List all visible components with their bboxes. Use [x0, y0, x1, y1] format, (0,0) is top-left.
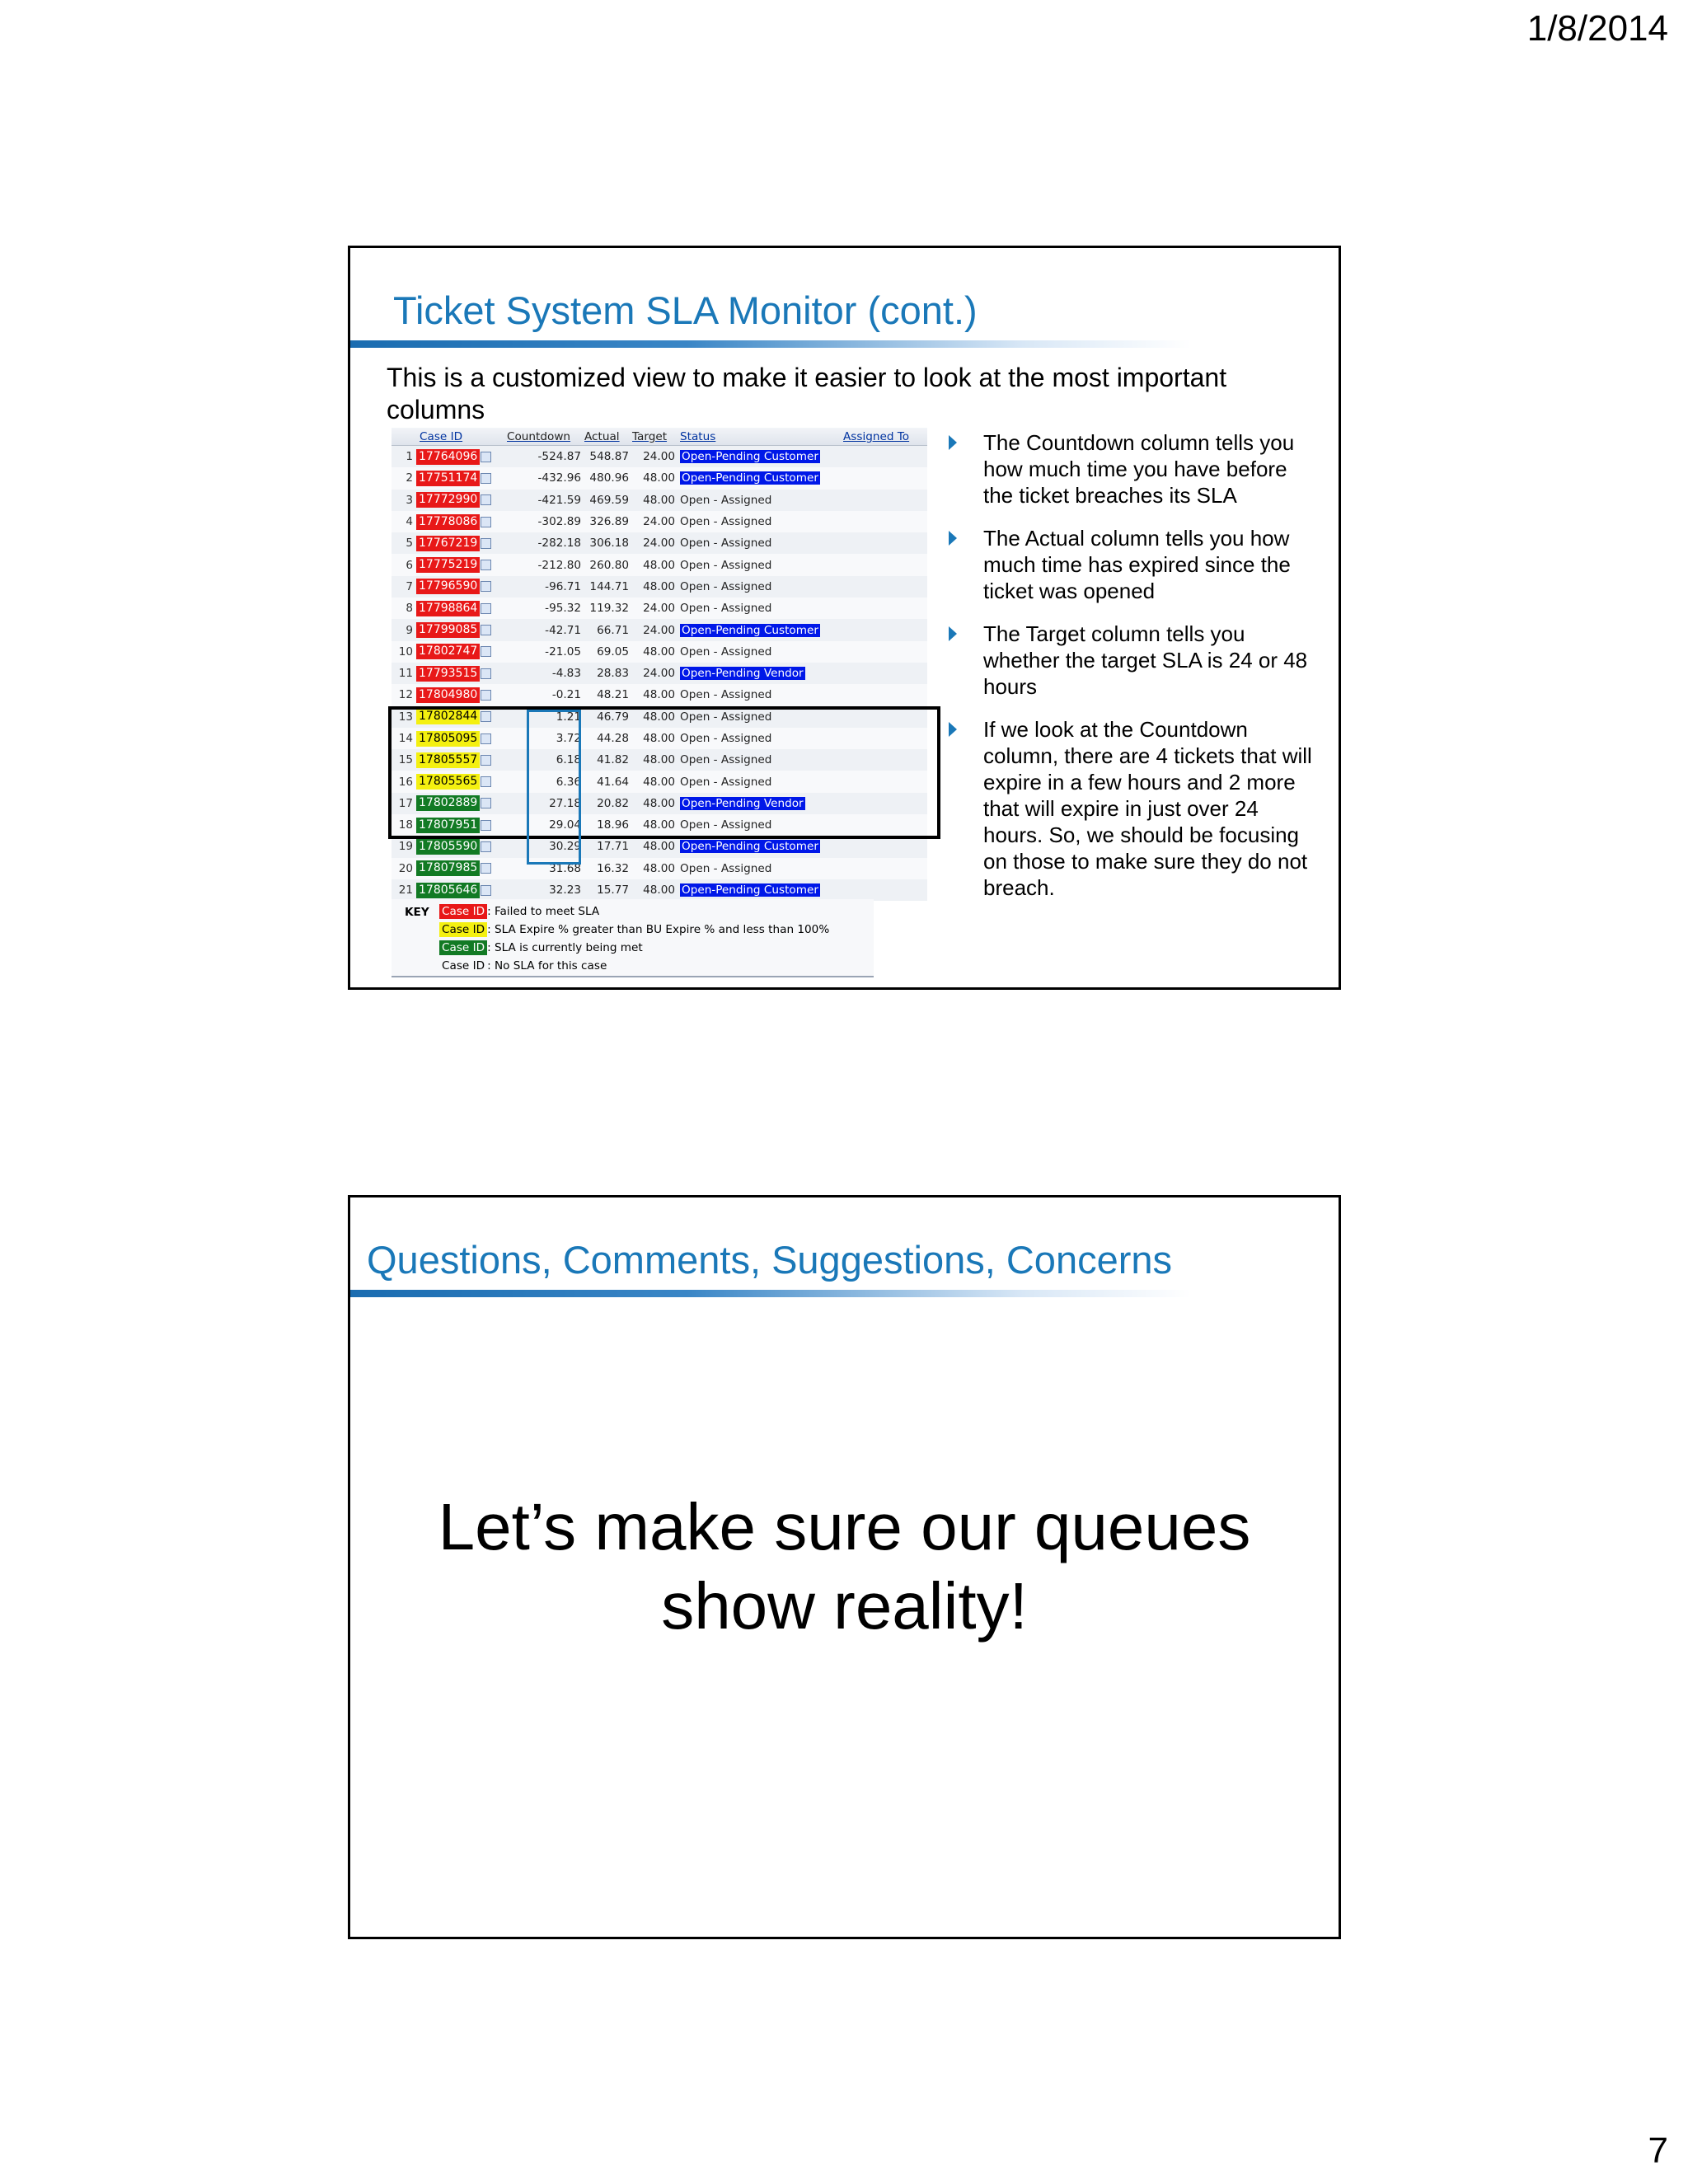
- status-cell: [678, 840, 843, 853]
- target-cell: 48.00: [643, 796, 675, 810]
- closing-message: [350, 1488, 1339, 1646]
- status-text: Open - Assigned: [680, 493, 772, 507]
- case-id-cell[interactable]: [416, 492, 507, 508]
- row-number: 3: [406, 493, 413, 507]
- actual-cell: 48.21: [597, 688, 629, 702]
- case-details-icon[interactable]: [481, 603, 491, 614]
- row-number: 5: [406, 537, 413, 551]
- row-number: 8: [406, 602, 413, 616]
- slide-sla-monitor: [348, 246, 1341, 990]
- case-id-cell[interactable]: [416, 449, 507, 465]
- actual-cell: 144.71: [589, 579, 629, 593]
- row-number: 15: [398, 753, 413, 767]
- status-text: Open - Assigned: [680, 775, 772, 789]
- case-id-link[interactable]: 17767219: [416, 536, 480, 551]
- table-row[interactable]: [392, 467, 927, 489]
- status-cell: [678, 559, 843, 572]
- target-cell: 48.00: [643, 775, 675, 789]
- key-label: KEY: [405, 906, 429, 919]
- case-id-link[interactable]: 17793515: [416, 666, 480, 682]
- table-row[interactable]: [392, 836, 927, 857]
- row-number: 12: [398, 688, 413, 702]
- row-number: 7: [406, 579, 413, 593]
- row-number: 18: [398, 818, 413, 832]
- table-row[interactable]: [392, 858, 927, 879]
- title-underline: [350, 1290, 1191, 1297]
- target-cell: 24.00: [643, 450, 675, 464]
- target-cell: 24.00: [643, 667, 675, 681]
- table-row[interactable]: [392, 641, 927, 663]
- row-number: 20: [398, 861, 413, 875]
- row-number: 2: [406, 471, 413, 485]
- table-row[interactable]: [392, 511, 927, 532]
- countdown-cell: -524.87: [537, 450, 581, 464]
- target-cell: 48.00: [643, 558, 675, 572]
- status-text: Open - Assigned: [680, 753, 772, 767]
- status-text: Open-Pending Customer: [682, 883, 818, 898]
- case-id-cell[interactable]: [416, 514, 507, 530]
- case-id-link[interactable]: 17764096: [416, 449, 480, 465]
- key-item: [439, 958, 607, 973]
- actual-cell: 480.96: [589, 471, 629, 485]
- case-id-link[interactable]: 17778086: [416, 514, 480, 530]
- countdown-cell: -302.89: [537, 515, 581, 529]
- case-id-link[interactable]: 17775219: [416, 557, 480, 573]
- actual-cell: 548.87: [589, 450, 629, 464]
- actual-cell: 44.28: [597, 732, 629, 745]
- key-description: : SLA is currently being met: [487, 941, 643, 954]
- header-actual[interactable]: Actual: [584, 429, 620, 443]
- target-cell: 48.00: [643, 688, 675, 702]
- target-cell: 48.00: [643, 883, 675, 898]
- key-item: [439, 904, 599, 919]
- case-id-cell[interactable]: [416, 687, 507, 703]
- countdown-cell: -21.05: [545, 644, 581, 658]
- status-cell: [678, 688, 843, 701]
- key-description: : SLA Expire % greater than BU Expire % and less than 100%: [487, 923, 830, 936]
- case-id-cell[interactable]: [416, 579, 507, 594]
- status-cell: [678, 602, 843, 615]
- countdown-cell: -42.71: [545, 623, 581, 637]
- table-row[interactable]: [392, 446, 927, 467]
- slide-title: Questions, Comments, Suggestions, Concerns: [367, 1238, 1173, 1282]
- header-target[interactable]: Target: [632, 429, 668, 443]
- target-cell: 48.00: [643, 732, 675, 745]
- page-date: 1/8/2014: [1526, 8, 1668, 49]
- status-text: Open-Pending Vendor: [682, 667, 804, 681]
- countdown-cell: -282.18: [537, 537, 581, 551]
- countdown-cell: 29.04: [549, 818, 581, 832]
- actual-cell: 326.89: [589, 515, 629, 529]
- case-id-cell[interactable]: [416, 644, 507, 659]
- row-number: 13: [398, 710, 413, 724]
- case-details-icon[interactable]: [481, 517, 491, 527]
- case-details-icon[interactable]: [481, 494, 491, 505]
- case-id-cell[interactable]: [416, 883, 507, 898]
- actual-cell: 15.77: [597, 883, 629, 898]
- countdown-cell: -4.83: [551, 667, 581, 681]
- bullet-target: The Target column tells you whether the target SLA is 24 or 48 hours: [942, 621, 1321, 700]
- target-cell: 48.00: [643, 471, 675, 485]
- status-text: Open - Assigned: [680, 818, 772, 832]
- countdown-cell: -432.96: [537, 471, 581, 485]
- table-row[interactable]: [392, 576, 927, 598]
- target-cell: 48.00: [643, 644, 675, 658]
- row-number: 10: [398, 644, 413, 658]
- actual-cell: 28.83: [597, 667, 629, 681]
- target-cell: 48.00: [643, 818, 675, 832]
- target-cell: 48.00: [643, 579, 675, 593]
- key-description: : Failed to meet SLA: [487, 905, 600, 918]
- table-row[interactable]: [392, 663, 927, 684]
- row-number: 19: [398, 840, 413, 854]
- status-text: Open - Assigned: [680, 579, 772, 593]
- actual-cell: 119.32: [589, 602, 629, 616]
- actual-cell: 469.59: [589, 493, 629, 507]
- page-number: 7: [1648, 2130, 1668, 2171]
- case-id-cell[interactable]: [416, 557, 507, 573]
- countdown-cell: 1.21: [556, 710, 581, 724]
- countdown-cell: 6.18: [556, 753, 581, 767]
- bullet-actual: The Actual column tells you how much time has expired since the ticket was opened: [942, 525, 1321, 604]
- row-number: 16: [398, 775, 413, 789]
- status-text: Open - Assigned: [680, 861, 772, 875]
- closing-line-2: show reality!: [661, 1569, 1028, 1643]
- countdown-cell: -96.71: [545, 579, 581, 593]
- bullet-arrow-icon: [949, 435, 957, 450]
- countdown-cell: 30.29: [549, 840, 581, 854]
- actual-cell: 17.71: [597, 840, 629, 854]
- table-row[interactable]: [392, 619, 927, 640]
- actual-cell: 16.32: [597, 861, 629, 875]
- status-text: Open-Pending Customer: [682, 450, 818, 464]
- header-case-id[interactable]: Case ID: [420, 429, 463, 443]
- case-id-link[interactable]: 17772990: [416, 492, 480, 508]
- case-id-link[interactable]: 17796590: [416, 579, 480, 594]
- status-cell: [678, 494, 843, 507]
- target-cell: 24.00: [643, 623, 675, 637]
- case-id-cell[interactable]: [416, 839, 507, 855]
- case-id-link[interactable]: 17804980: [416, 687, 480, 703]
- actual-cell: 41.82: [597, 753, 629, 767]
- case-details-icon[interactable]: [481, 560, 491, 570]
- status-text: Open-Pending Vendor: [682, 796, 804, 810]
- status-cell: [678, 537, 843, 550]
- countdown-cell: 31.68: [549, 861, 581, 875]
- table-row[interactable]: [392, 554, 927, 575]
- countdown-cell: 3.72: [556, 732, 581, 745]
- row-number: 17: [398, 796, 413, 810]
- slide-subtitle: This is a customized view to make it easier to look at the most important columns: [387, 363, 1227, 424]
- case-details-icon[interactable]: [481, 625, 491, 635]
- actual-cell: 20.82: [597, 796, 629, 810]
- table-row[interactable]: [392, 684, 927, 705]
- actual-cell: 260.80: [589, 558, 629, 572]
- case-id-link[interactable]: 17807951: [416, 818, 480, 833]
- highlight-box-rows-13-18: [388, 706, 940, 839]
- row-number: 4: [406, 515, 413, 529]
- status-text: Open - Assigned: [680, 537, 772, 551]
- bullet-conclusion: If we look at the Countdown column, there are 4 tickets that will expire in a few hours and 2 more that will expire in just over 24 hours. So, we should be focusing on those to make sure they do not breach.: [942, 716, 1321, 901]
- slide-questions: [348, 1195, 1341, 1939]
- bullet-arrow-icon: [949, 722, 957, 737]
- status-text: Open-Pending Customer: [682, 471, 818, 485]
- header-status[interactable]: Status: [680, 429, 716, 443]
- bullet-list: [942, 429, 1321, 917]
- status-text: Open-Pending Customer: [682, 623, 818, 637]
- status-text: Open - Assigned: [680, 688, 772, 702]
- status-cell: [678, 645, 843, 658]
- row-number: 11: [398, 667, 413, 681]
- row-number: 1: [406, 450, 413, 464]
- countdown-cell: -0.21: [551, 688, 581, 702]
- countdown-cell: -212.80: [537, 558, 581, 572]
- key-item: [439, 922, 829, 937]
- actual-cell: 306.18: [589, 537, 629, 551]
- sla-key-legend: [392, 899, 874, 977]
- case-details-icon[interactable]: [481, 841, 491, 852]
- table-row[interactable]: [392, 879, 927, 901]
- case-details-icon[interactable]: [481, 690, 491, 701]
- countdown-cell: 27.18: [549, 796, 581, 810]
- key-chip: Case ID: [439, 940, 487, 955]
- status-cell: [678, 667, 843, 680]
- case-id-cell[interactable]: [416, 536, 507, 551]
- table-header: [392, 428, 927, 446]
- countdown-cell: -421.59: [537, 493, 581, 507]
- countdown-cell: -95.32: [545, 602, 581, 616]
- table-row[interactable]: [392, 598, 927, 619]
- case-id-link[interactable]: 17805646: [416, 883, 480, 898]
- key-item: [439, 940, 643, 955]
- case-id-link[interactable]: 17802747: [416, 644, 480, 659]
- status-text: Open - Assigned: [680, 732, 772, 745]
- target-cell: 24.00: [643, 537, 675, 551]
- case-id-cell[interactable]: [416, 666, 507, 682]
- header-assigned-to[interactable]: Assigned To: [843, 429, 910, 443]
- status-cell: [678, 471, 843, 485]
- closing-line-1: Let’s make sure our queues: [438, 1490, 1251, 1563]
- case-details-icon[interactable]: [481, 473, 491, 484]
- target-cell: 24.00: [643, 515, 675, 529]
- case-id-link[interactable]: 17802889: [416, 795, 480, 811]
- status-cell: [678, 515, 843, 528]
- status-text: Open - Assigned: [680, 515, 772, 529]
- case-details-icon[interactable]: [481, 452, 491, 462]
- target-cell: 24.00: [643, 602, 675, 616]
- case-id-link[interactable]: 17805095: [416, 731, 480, 747]
- target-cell: 48.00: [643, 493, 675, 507]
- case-id-link[interactable]: 17798864: [416, 601, 480, 616]
- case-id-link[interactable]: 17807985: [416, 860, 480, 876]
- bullet-arrow-icon: [949, 626, 957, 641]
- case-id-link[interactable]: 17805565: [416, 774, 480, 790]
- header-countdown[interactable]: Countdown: [507, 429, 571, 443]
- status-text: Open-Pending Customer: [682, 840, 818, 854]
- case-id-link[interactable]: 17805557: [416, 752, 480, 768]
- status-text: Open - Assigned: [680, 602, 772, 616]
- case-details-icon[interactable]: [481, 668, 491, 679]
- case-details-icon[interactable]: [481, 885, 491, 896]
- status-cell: [678, 580, 843, 593]
- case-id-cell[interactable]: [416, 601, 507, 616]
- row-number: 6: [406, 558, 413, 572]
- row-number: 9: [406, 623, 413, 637]
- status-cell: [678, 450, 843, 463]
- status-text: Open - Assigned: [680, 558, 772, 572]
- case-id-cell[interactable]: [416, 860, 507, 876]
- actual-cell: 46.79: [597, 710, 629, 724]
- row-number: 14: [398, 732, 413, 745]
- target-cell: 48.00: [643, 840, 675, 854]
- key-chip: Case ID: [439, 922, 487, 937]
- slide-title: Ticket System SLA Monitor (cont.): [393, 288, 978, 332]
- status-cell: [678, 883, 843, 897]
- key-description: : No SLA for this case: [487, 959, 607, 972]
- case-details-icon[interactable]: [481, 538, 491, 549]
- actual-cell: 69.05: [597, 644, 629, 658]
- key-chip: Case ID: [442, 959, 485, 972]
- status-text: Open - Assigned: [680, 710, 772, 724]
- key-chip: Case ID: [439, 904, 487, 919]
- bullet-arrow-icon: [949, 531, 957, 546]
- case-details-icon[interactable]: [481, 581, 491, 592]
- case-details-icon[interactable]: [481, 863, 491, 874]
- case-id-cell[interactable]: [416, 471, 507, 486]
- table-row[interactable]: [392, 490, 927, 511]
- bullet-countdown: The Countdown column tells you how much time you have before the ticket breaches its SLA: [942, 429, 1321, 509]
- target-cell: 48.00: [643, 861, 675, 875]
- actual-cell: 66.71: [597, 623, 629, 637]
- highlight-countdown-column: [527, 710, 581, 865]
- actual-cell: 18.96: [597, 818, 629, 832]
- case-id-link[interactable]: 17799085: [416, 622, 480, 638]
- case-id-link[interactable]: 17805590: [416, 839, 480, 855]
- status-cell: [678, 862, 843, 875]
- actual-cell: 41.64: [597, 775, 629, 789]
- countdown-cell: 6.36: [556, 775, 581, 789]
- row-number: 21: [398, 883, 413, 898]
- table-row[interactable]: [392, 532, 927, 554]
- case-id-cell[interactable]: [416, 622, 507, 638]
- case-details-icon[interactable]: [481, 646, 491, 657]
- status-text: Open - Assigned: [680, 644, 772, 658]
- title-underline: [350, 340, 1191, 348]
- target-cell: 48.00: [643, 710, 675, 724]
- countdown-cell: 32.23: [549, 883, 581, 898]
- target-cell: 48.00: [643, 753, 675, 767]
- status-cell: [678, 624, 843, 637]
- case-id-link[interactable]: 17751174: [416, 471, 480, 486]
- case-id-link[interactable]: 17802844: [416, 709, 480, 724]
